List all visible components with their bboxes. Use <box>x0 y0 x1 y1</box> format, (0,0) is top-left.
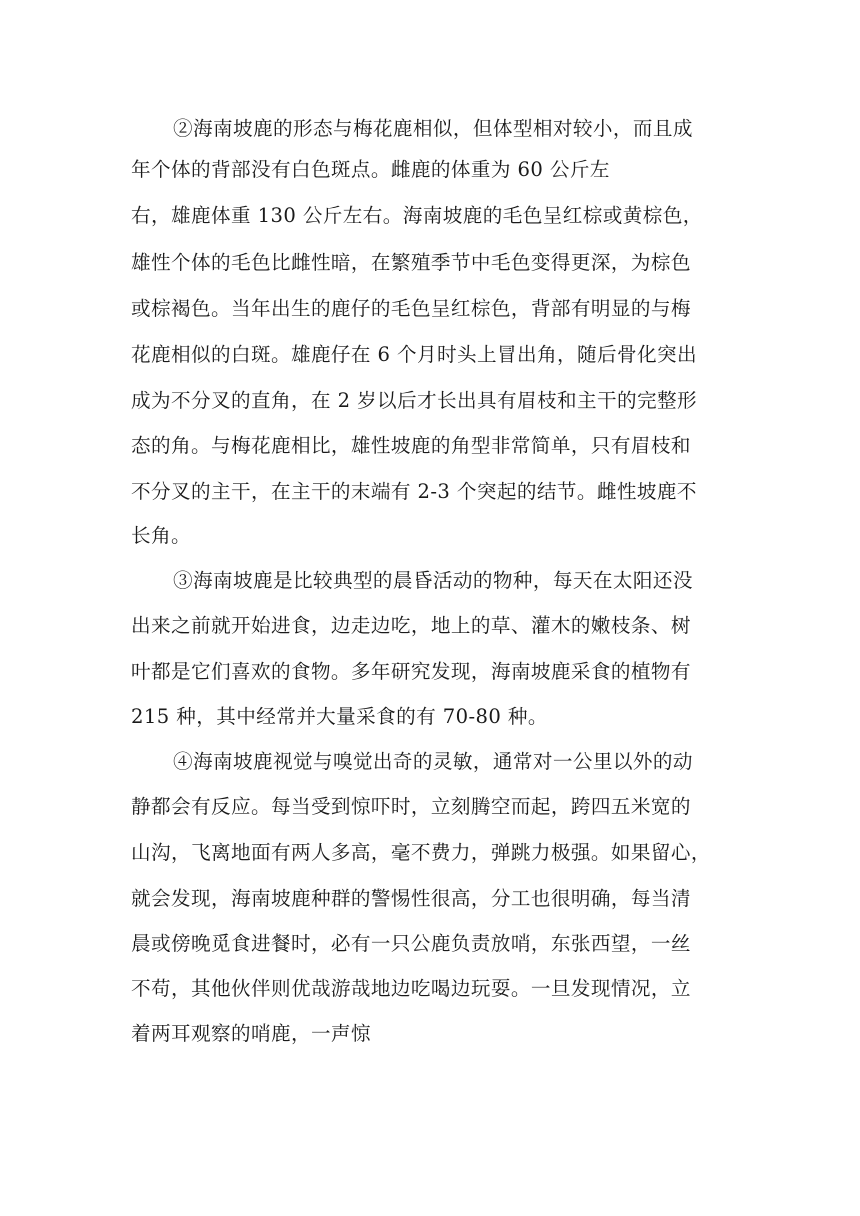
text-line: ④海南坡鹿视觉与嗅觉出奇的灵敏，通常对一公里以外的动 <box>173 750 693 773</box>
text-line: 215 种，其中经常并大量采食的有 70-80 种。 <box>131 705 548 728</box>
text-line: 长角。 <box>131 524 191 547</box>
text-line: 出来之前就开始进食，边走边吃，地上的草、灌木的嫩枝条、树 <box>131 614 691 637</box>
text-line: 花鹿相似的白斑。雄鹿仔在 6 个月时头上冒出角，随后骨化突出 <box>131 343 697 366</box>
text-line: 晨或傍晚觅食进餐时，必有一只公鹿负责放哨，东张西望，一丝 <box>131 932 691 955</box>
text-line: 不苟，其他伙伴则优哉游哉地边吃喝边玩耍。一旦发现情况，立 <box>131 977 691 1000</box>
text-line: 雄性个体的毛色比雌性暗，在繁殖季节中毛色变得更深，为棕色 <box>131 251 691 274</box>
text-line: 右，雄鹿体重 130 公斤左右。海南坡鹿的毛色呈红棕或黄棕色， <box>131 204 703 227</box>
text-line: 着两耳观察的哨鹿，一声惊 <box>131 1022 371 1045</box>
text-line: 不分叉的主干，在主干的末端有 2-3 个突起的结节。雌性坡鹿不 <box>131 480 697 503</box>
text-line: 就会发现，海南坡鹿种群的警惕性很高，分工也很明确，每当清 <box>131 887 691 910</box>
text-line: ③海南坡鹿是比较典型的晨昏活动的物种，每天在太阳还没 <box>173 569 693 592</box>
text-line: ②海南坡鹿的形态与梅花鹿相似，但体型相对较小，而且成 <box>173 117 693 140</box>
text-line: 或棕褐色。当年出生的鹿仔的毛色呈红棕色，背部有明显的与梅 <box>131 297 691 320</box>
text-line: 成为不分叉的直角，在 2 岁以后才长出具有眉枝和主干的完整形 <box>131 389 697 412</box>
text-line: 年个体的背部没有白色斑点。雌鹿的体重为 60 公斤左 <box>131 158 610 181</box>
text-line: 态的角。与梅花鹿相比，雄性坡鹿的角型非常简单，只有眉枝和 <box>131 434 691 457</box>
text-line: 叶都是它们喜欢的食物。多年研究发现，海南坡鹿采食的植物有 <box>131 660 691 683</box>
text-line: 静都会有反应。每当受到惊吓时，立刻腾空而起，跨四五米宽的 <box>131 795 691 818</box>
text-line: 山沟，飞离地面有两人多高，毫不费力，弹跳力极强。如果留心， <box>131 841 711 864</box>
